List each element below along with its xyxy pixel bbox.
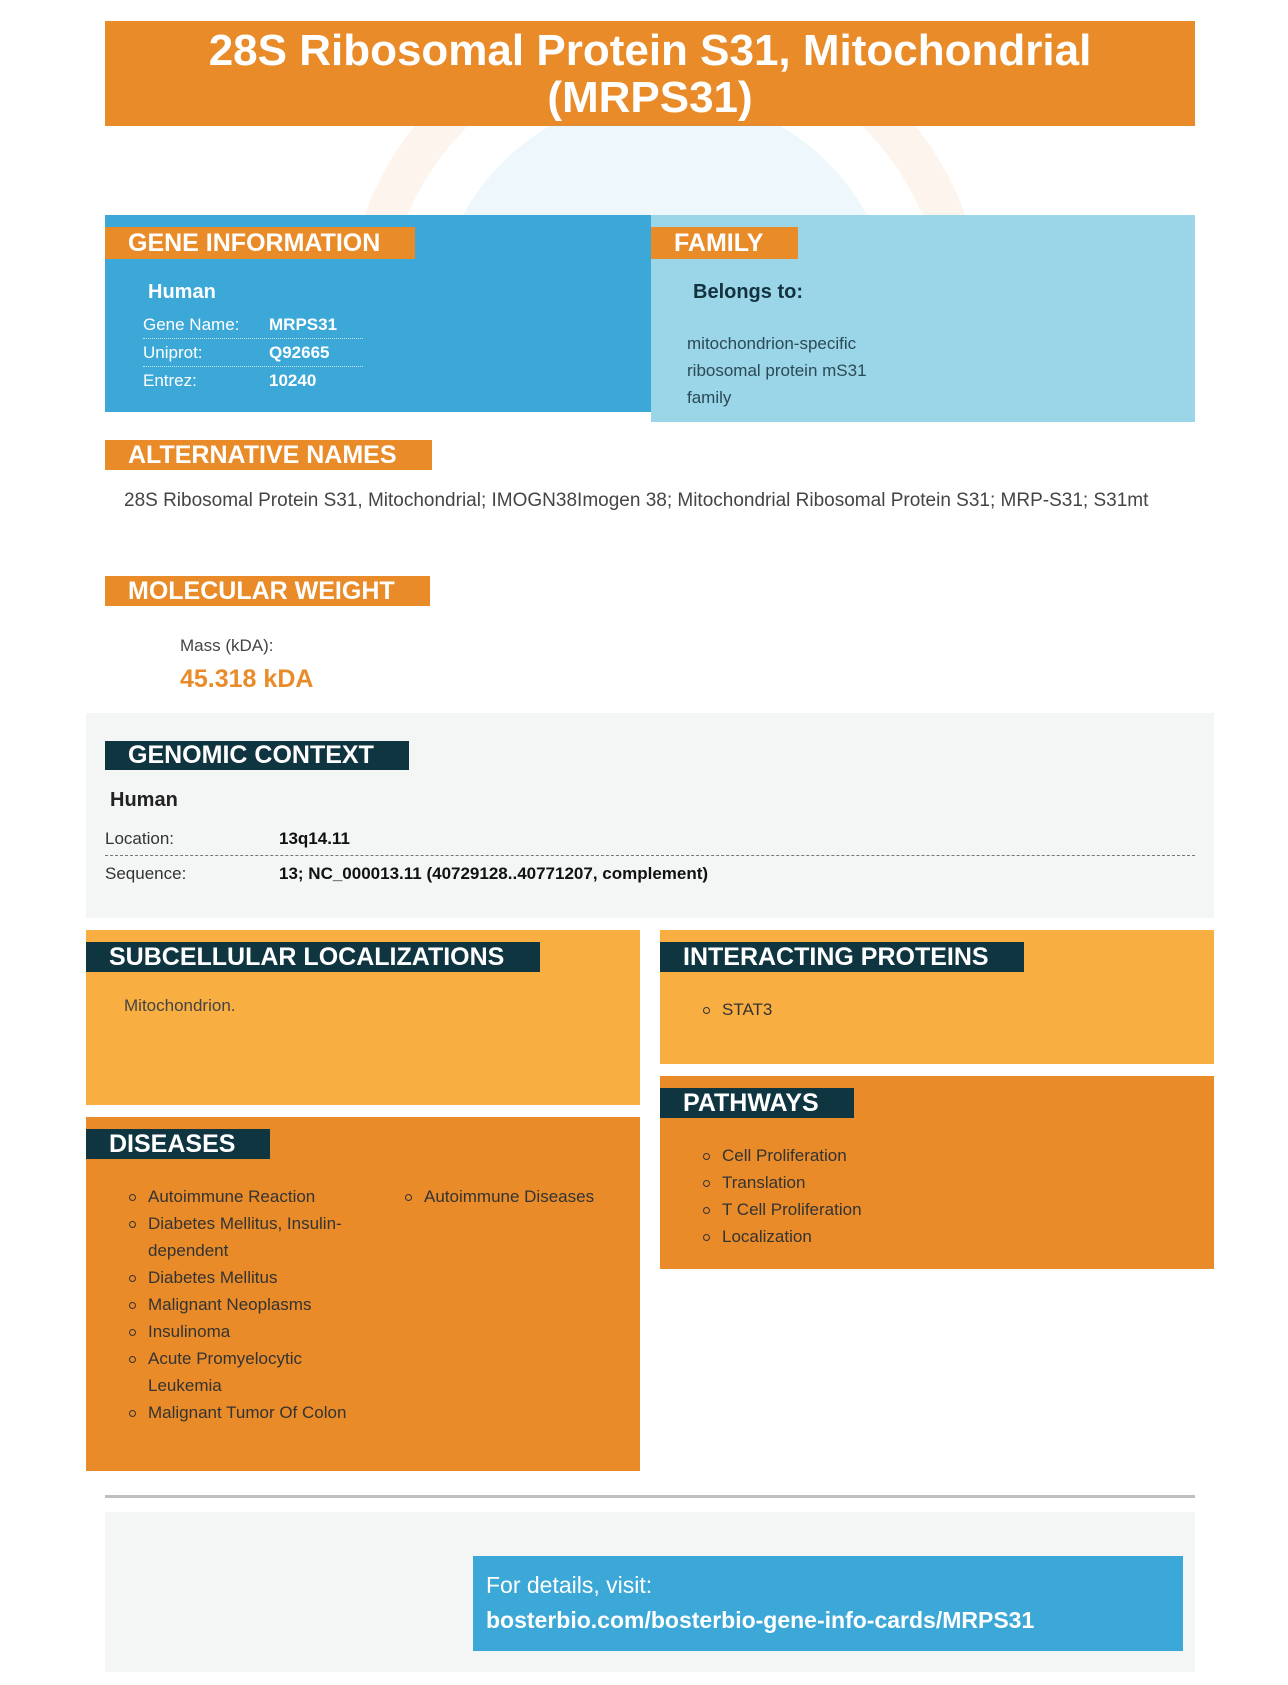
list-item: Translation [702, 1169, 862, 1196]
interacting-proteins-list [702, 996, 772, 1023]
sequence-label: Sequence: [105, 864, 187, 883]
list-item: STAT3 [702, 996, 772, 1023]
molecular-weight-heading: MOLECULAR WEIGHT [105, 576, 430, 606]
gene-species: Human [148, 281, 216, 303]
row-value: Q92665 [269, 342, 330, 362]
pathways-panel [660, 1076, 1214, 1269]
list-item: Autoimmune Reaction [128, 1183, 348, 1210]
list-item: Malignant Neoplasms [128, 1291, 348, 1318]
diseases-heading: DISEASES [86, 1129, 270, 1159]
list-item: Diabetes Mellitus, Insulin-dependent [128, 1210, 348, 1264]
page-title: 28S Ribosomal Protein S31, Mitochondrial (MRPS31) [105, 21, 1195, 126]
list-item: Autoimmune Diseases [404, 1183, 624, 1210]
pathways-heading: PATHWAYS [660, 1088, 854, 1118]
subcellular-heading: SUBCELLULAR LOCALIZATIONS [86, 942, 540, 972]
row-value: 10240 [269, 371, 317, 390]
visit-link-box[interactable] [473, 1556, 1183, 1651]
gene-information-heading: GENE INFORMATION [105, 227, 415, 259]
interacting-proteins-panel [660, 930, 1214, 1064]
row-label: Entrez: [143, 371, 197, 390]
footer-divider [105, 1495, 1195, 1498]
gene-info-table [143, 311, 363, 395]
location-label: Location: [105, 828, 174, 848]
list-item: Localization [702, 1223, 862, 1250]
row-label: Uniprot: [143, 342, 203, 362]
diseases-list-col2 [404, 1183, 624, 1210]
pathways-list [702, 1142, 862, 1250]
mass-value: 45.318 kDA [180, 665, 314, 693]
list-item: Acute Promyelocytic Leukemia [128, 1345, 348, 1399]
alternative-names-heading: ALTERNATIVE NAMES [105, 440, 432, 470]
row-value: MRPS31 [269, 314, 338, 334]
subcellular-text: Mitochondrion. [124, 996, 236, 1015]
genomic-species: Human [110, 789, 178, 811]
interacting-proteins-heading: INTERACTING PROTEINS [660, 942, 1024, 972]
entrez-row [143, 367, 363, 395]
family-description [687, 330, 887, 411]
family-line: family [687, 388, 732, 407]
diseases-list-col1 [128, 1183, 348, 1426]
belongs-to-label: Belongs to: [693, 281, 803, 303]
gene-information-panel [105, 215, 651, 412]
row-label: Gene Name: [143, 314, 240, 334]
visit-url-link[interactable]: bosterbio.com/bosterbio-gene-info-cards/MRPS31 [486, 1607, 1035, 1633]
list-item: Diabetes Mellitus [128, 1264, 348, 1291]
list-item: Insulinoma [128, 1318, 348, 1345]
gene-name-row [143, 311, 363, 339]
mass-label: Mass (kDA): [180, 636, 274, 655]
uniprot-row [143, 339, 363, 367]
watermark-logo [340, 125, 990, 215]
sequence-value: 13; NC_000013.11 (40729128..40771207, complement) [279, 864, 709, 883]
list-item: Malignant Tumor Of Colon [128, 1399, 348, 1426]
visit-label: For details, visit: [486, 1572, 653, 1598]
location-value: 13q14.11 [279, 828, 350, 848]
subcellular-localizations-panel [86, 930, 640, 1105]
list-item: Cell Proliferation [702, 1142, 862, 1169]
family-heading: FAMILY [651, 227, 798, 259]
location-row [105, 822, 1195, 856]
sequence-row [105, 857, 1195, 891]
family-panel [651, 215, 1195, 422]
alternative-names-text: 28S Ribosomal Protein S31, Mitochondrial; IMOGN38Imogen 38; Mitochondrial Ribosomal Protein S31; MRP-S31; S31mt [124, 490, 1149, 511]
family-line: mitochondrion-specific [687, 334, 857, 353]
diseases-panel [86, 1117, 640, 1471]
list-item: T Cell Proliferation [702, 1196, 862, 1223]
family-line: ribosomal protein mS31 [687, 361, 867, 380]
genomic-context-heading: GENOMIC CONTEXT [105, 741, 409, 770]
